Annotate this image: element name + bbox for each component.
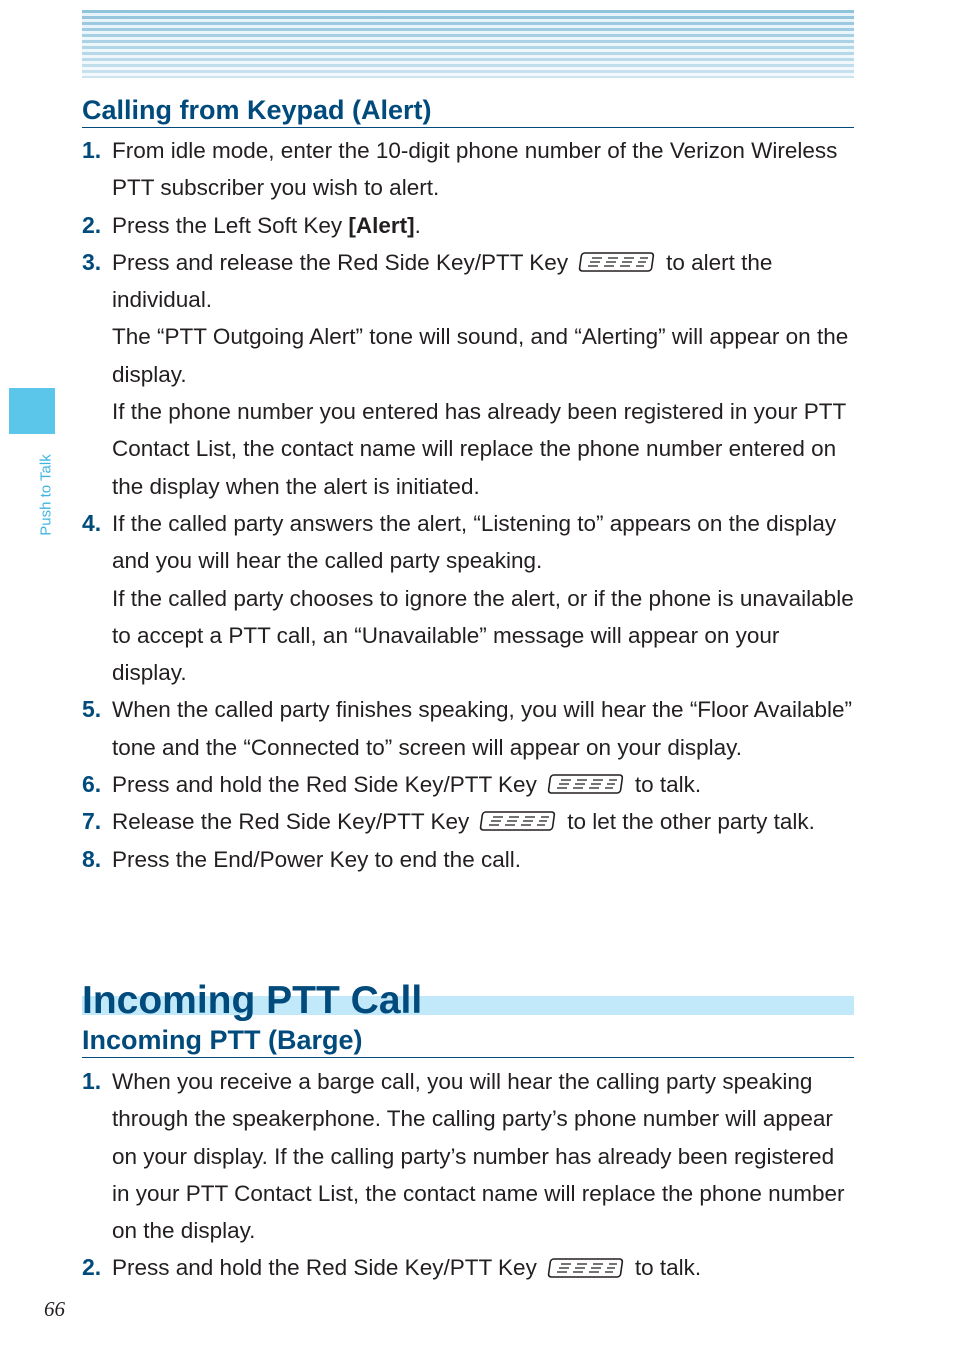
step-text: to let the other party talk.	[567, 809, 815, 835]
step-text: to alert the individual.	[112, 249, 773, 313]
step-number: 2.	[82, 1254, 102, 1281]
ptt-side-key-icon	[547, 773, 625, 795]
list-item	[82, 766, 854, 803]
alert-soft-key-label: [Alert]	[348, 212, 415, 238]
step-number: 8.	[82, 845, 102, 872]
step-text: Press and release the Red Side Key/PTT Key	[112, 249, 569, 275]
chapter-label: Push to Talk	[37, 454, 55, 536]
header-stripe-bar	[82, 10, 854, 78]
list-item	[82, 207, 854, 244]
heading-incoming-ptt-call: Incoming PTT Call	[82, 979, 423, 1022]
list-item	[82, 1063, 854, 1249]
step-text: Press and hold the Red Side Key/PTT Key	[112, 772, 537, 798]
step-note: The “PTT Outgoing Alert” tone will sound, and “Alerting” will appear on the display.	[112, 324, 849, 387]
step-number: 6.	[82, 771, 102, 798]
steps-list-barge	[82, 1063, 854, 1287]
step-text: Release the Red Side Key/PTT Key	[112, 809, 470, 835]
list-item	[82, 244, 854, 505]
page-number: 66	[44, 1297, 65, 1321]
step-note: If the called party chooses to ignore the alert, or if the phone is unavailable to accept a PTT call, an “Unavailable” message will appear on your display.	[112, 585, 854, 686]
chapter-tab	[9, 388, 55, 434]
step-text: From idle mode, enter the 10-digit phone number of the Verizon Wireless PTT subscriber you wish to alert.	[112, 138, 838, 201]
list-item	[82, 1249, 854, 1286]
step-text: .	[414, 212, 421, 238]
list-item	[82, 691, 854, 766]
step-number: 2.	[82, 211, 102, 238]
section-title-incoming-barge: Incoming PTT (Barge)	[82, 1024, 854, 1058]
step-text: Press and hold the Red Side Key/PTT Key	[112, 1255, 537, 1281]
steps-list-alert	[82, 132, 854, 878]
step-text: Press the End/Power Key to end the call.	[112, 846, 521, 872]
step-number: 3.	[82, 248, 102, 275]
list-item	[82, 132, 854, 207]
step-text: If the called party answers the alert, “Listening to” appears on the display and you will hear the called party speaking.	[112, 510, 837, 574]
step-text: When the called party finishes speaking, you will hear the “Floor Available” tone and the “Connected to” screen will appear on your display.	[112, 697, 852, 760]
ptt-side-key-icon	[578, 251, 656, 273]
step-text: When you receive a barge call, you will hear the calling party speaking through the speakerphone. The calling party’s phone number will appear on your display. If the calling party’s number has already been registered in your PTT Contact List, the contact name will replace the phone number on the display.	[112, 1069, 845, 1244]
step-number: 4.	[82, 509, 102, 536]
list-item	[82, 841, 854, 878]
step-text: to talk.	[634, 772, 702, 798]
step-text: to talk.	[634, 1255, 702, 1281]
step-number: 1.	[82, 1068, 102, 1094]
step-number: 1.	[82, 137, 102, 163]
chapter-heading	[82, 978, 854, 1024]
list-item	[82, 803, 854, 840]
section-title-calling-from-keypad: Calling from Keypad (Alert)	[82, 94, 854, 128]
ptt-side-key-icon	[547, 1257, 625, 1279]
list-item	[82, 505, 854, 691]
step-note: If the phone number you entered has already been registered in your PTT Contact List, the contact name will replace the phone number entered on the display when the alert is initiated.	[112, 399, 846, 499]
step-number: 7.	[82, 808, 102, 835]
step-number: 5.	[82, 696, 102, 723]
ptt-side-key-icon	[479, 810, 557, 832]
step-text: Press the Left Soft Key	[112, 212, 349, 238]
